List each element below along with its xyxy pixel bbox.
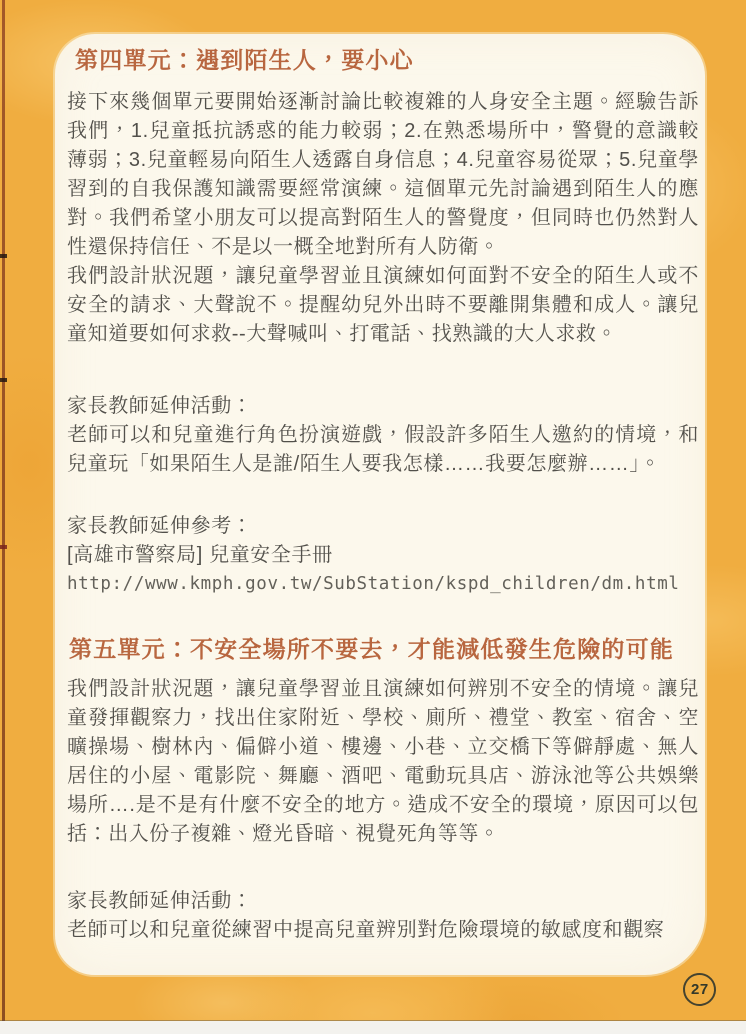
- section-4-paragraph-2: 我們設計狀況題，讓兒童學習並且演練如何面對不安全的陌生人或不安全的請求、大聲說不。提醒幼兒外出時不要離開集體和成人。讓兒童知道要如何求救--大聲喊叫、打電話、找熟識的大人求救。: [67, 265, 699, 345]
- section-4-heading: 第四單元：遇到陌生人，要小心: [75, 47, 414, 73]
- page-number-badge: [681, 971, 718, 1008]
- page-number: 27: [690, 981, 709, 998]
- section-4-activity: [67, 392, 699, 479]
- activity-label: 家長教師延伸活動：: [67, 890, 253, 912]
- activity-text: 老師可以和兒童從練習中提高兒童辨別對危險環境的敏感度和觀察: [67, 919, 665, 941]
- section-5-activity: [67, 887, 699, 945]
- section-5-heading: 第五單元：不安全場所不要去，才能減低發生危險的可能: [69, 636, 674, 662]
- scan-mark: [0, 254, 7, 258]
- reference-source: [高雄市警察局] 兒童安全手冊: [67, 544, 333, 566]
- section-4-paragraph-1: 接下來幾個單元要開始逐漸討論比較複雜的人身安全主題。經驗告訴我們，1.兒童抵抗誘惑的能力較弱；2.在熟悉場所中，警覺的意識較薄弱；3.兒童輕易向陌生人透露自身信息；4.兒童容易從眾；5.兒童學習到的自我保護知識需要經常演練。這個單元先討論遇到陌生人的應對。我們希望小朋友可以提高對陌生人的警覺度，但同時也仍然對人性還保持信任、不是以一概全地對所有人防衛。: [67, 91, 699, 258]
- reference-label: 家長教師延伸參考：: [67, 515, 253, 537]
- scan-bottom-edge: [0, 1021, 746, 1034]
- section-4-reference: [67, 512, 699, 599]
- activity-text: 老師可以和兒童進行角色扮演遊戲，假設許多陌生人邀約的情境，和兒童玩「如果陌生人是誰/陌生人要我怎樣……我要怎麼辦……」。: [67, 424, 699, 475]
- reference-url: http://www.kmph.gov.tw/SubStation/kspd_children/dm.html: [67, 574, 680, 594]
- section-4-intro: [67, 88, 699, 349]
- section-5-paragraph-1: 我們設計狀況題，讓兒童學習並且演練如何辨別不安全的情境。讓兒童發揮觀察力，找出住家附近、學校、廁所、禮堂、教室、宿舍、空曠操場、樹林內、偏僻小道、樓邊、小巷、立交橋下等僻靜處、無人居住的小屋、電影院、舞廳、酒吧、電動玩具店、游泳池等公共娛樂場所….是不是有什麼不安全的地方。造成不安全的環境，原因可以包括：出入份子複雜、燈光昏暗、視覺死角等等。: [67, 678, 699, 845]
- activity-label: 家長教師延伸活動：: [67, 395, 253, 417]
- content-card: [55, 34, 705, 975]
- scan-edge-artifact: [2, 0, 5, 1021]
- scan-mark: [0, 378, 7, 382]
- section-5-intro: [67, 675, 699, 849]
- scan-mark: [0, 545, 7, 549]
